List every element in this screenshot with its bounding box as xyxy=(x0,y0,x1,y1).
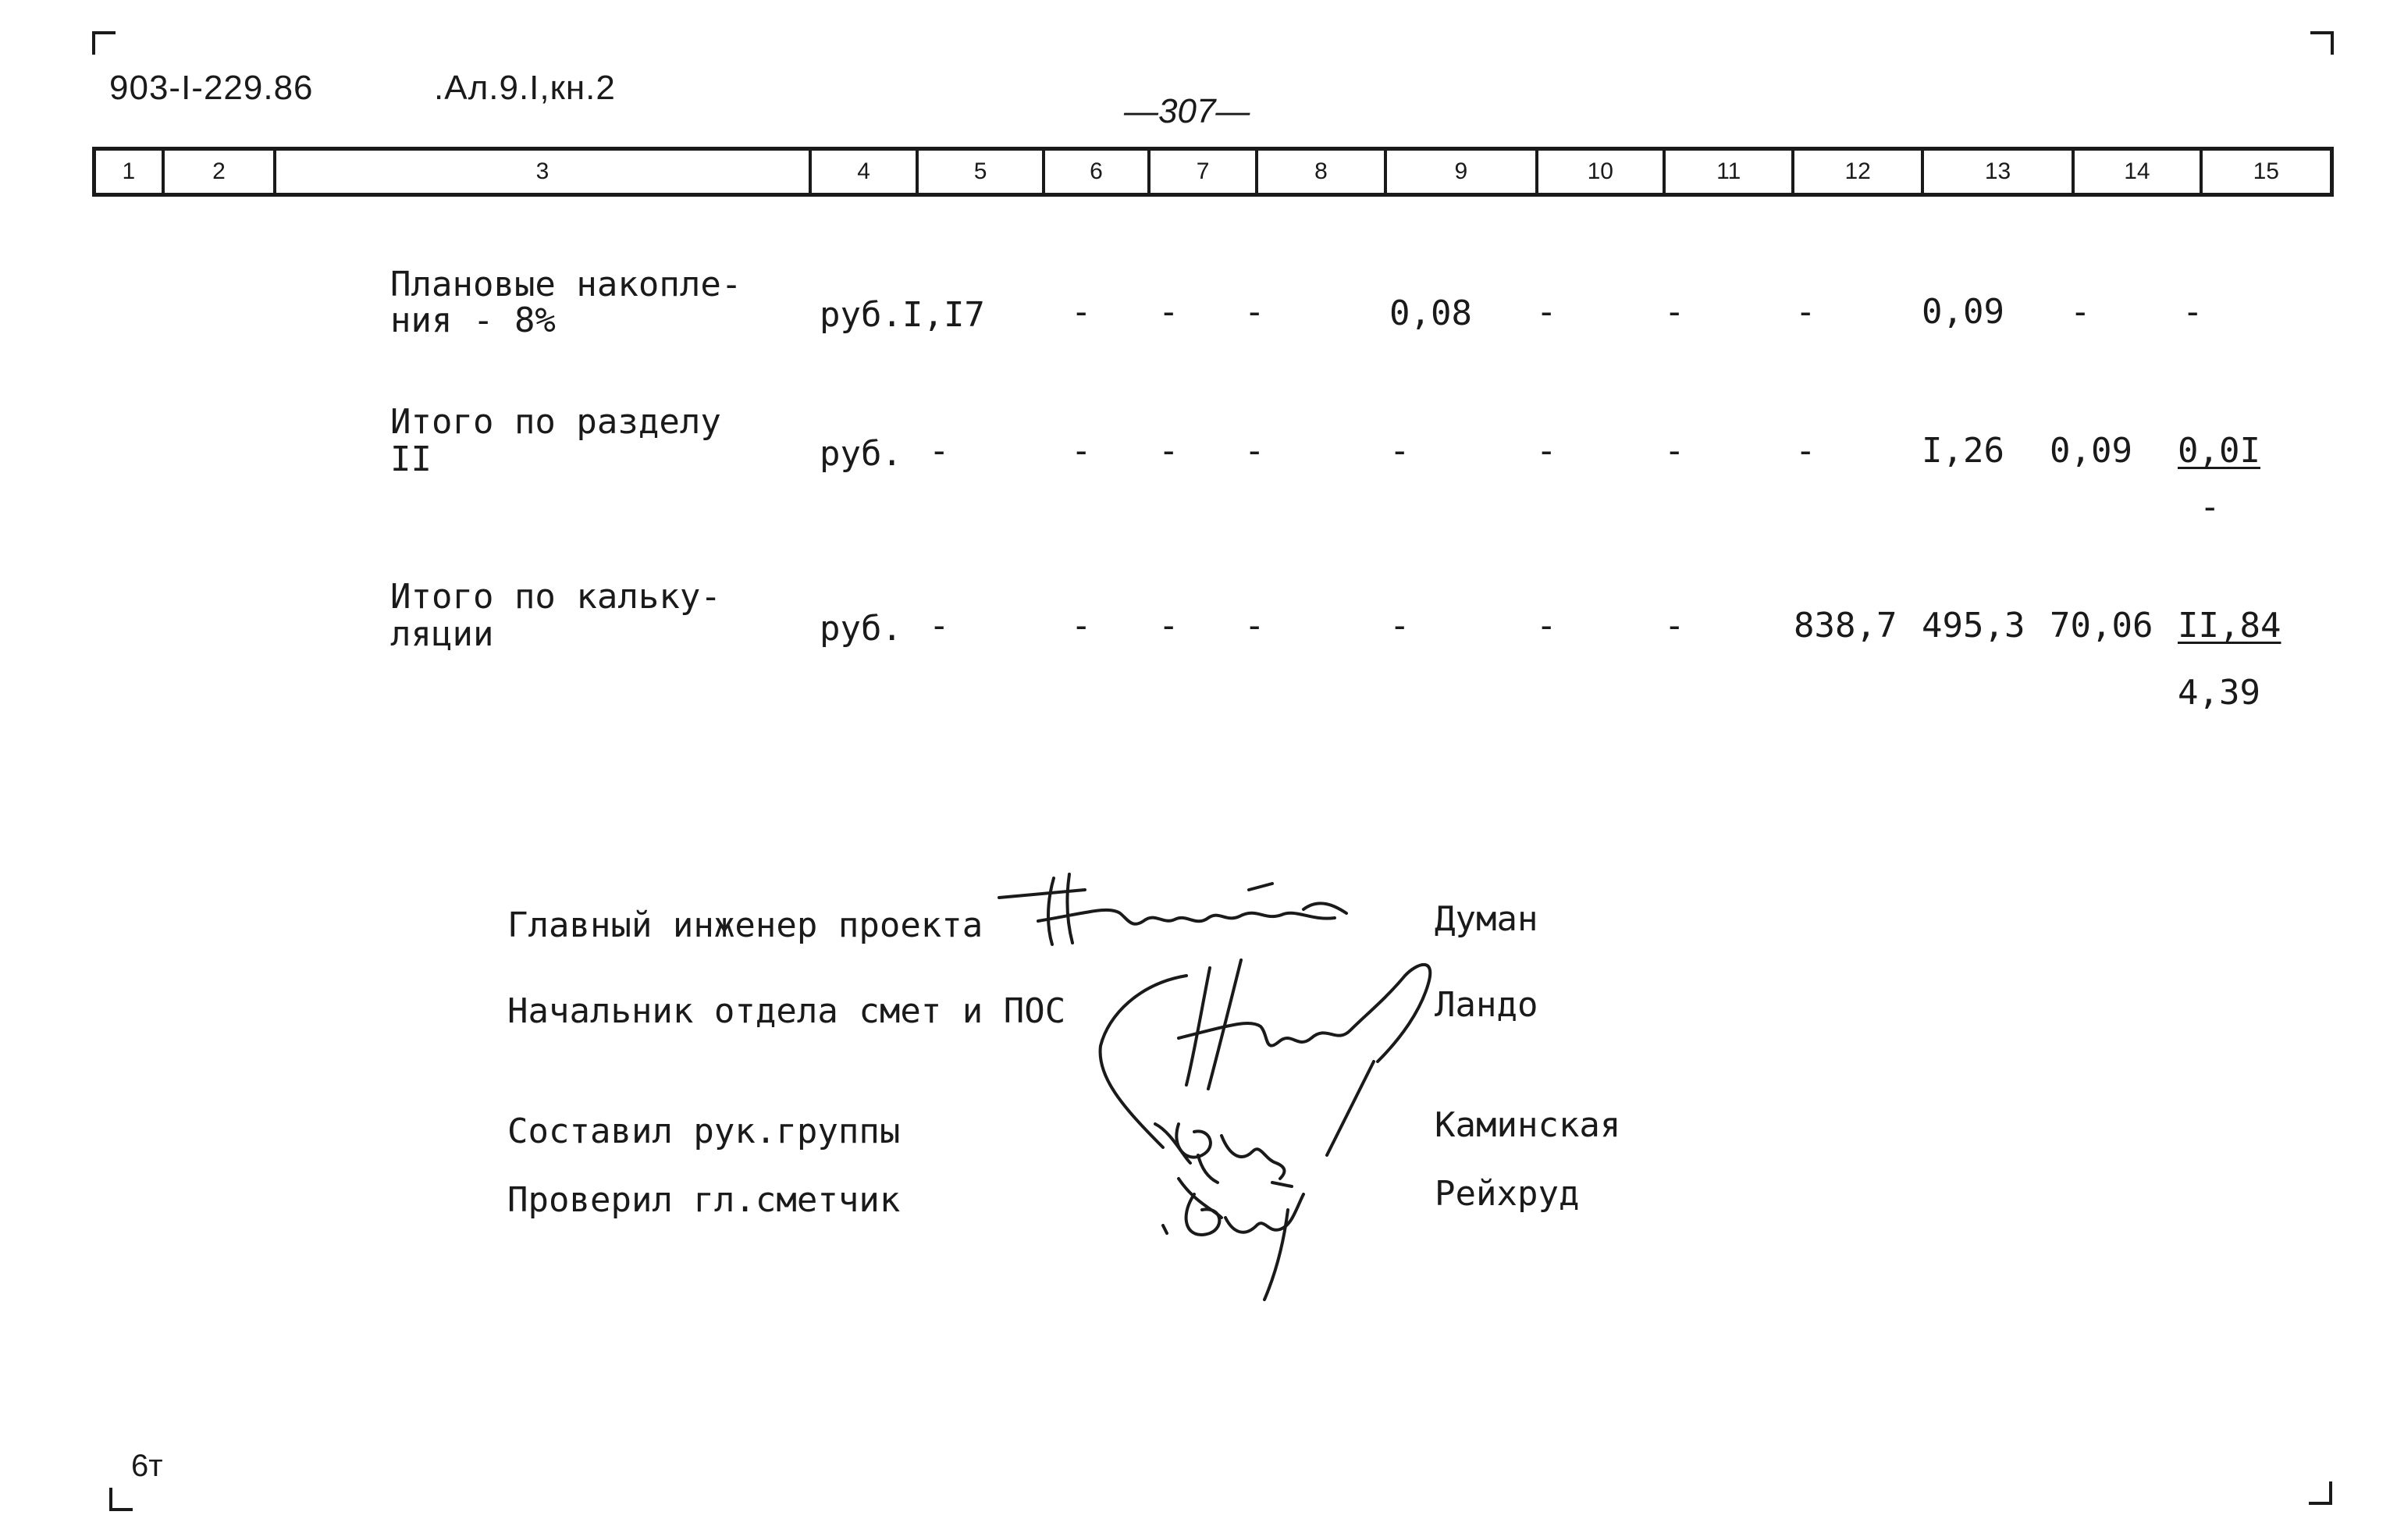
cell-col13: I,26 xyxy=(1922,431,2004,471)
cell-col8: - xyxy=(1244,292,1265,332)
cell-unit-dash: - xyxy=(929,431,950,471)
column-number: 12 xyxy=(1794,151,1923,193)
cell-col11: - xyxy=(1664,606,1685,646)
column-number: 2 xyxy=(165,151,277,193)
signature-name: Каминская xyxy=(1435,1105,1621,1145)
column-number: 11 xyxy=(1666,151,1794,193)
column-number: 15 xyxy=(2253,158,2279,184)
cell-col11: - xyxy=(1664,431,1685,471)
signature-role: Главный инженер проекта xyxy=(507,905,983,945)
corner-mark-top-right xyxy=(2310,31,2334,55)
cell-col15: 0,0I xyxy=(2178,431,2260,471)
column-number: 13 xyxy=(1924,151,2075,193)
cell-col14: 0,09 xyxy=(2050,431,2132,471)
cell-col9: 0,08 xyxy=(1389,293,1472,333)
cell-col7: - xyxy=(1158,606,1179,646)
cell-col6: - xyxy=(1071,292,1092,332)
column-number-bar xyxy=(92,147,2334,197)
cell-col15: II,84 xyxy=(2178,606,2281,646)
row-unit: руб.I,I7 xyxy=(820,295,985,335)
cell-col8: - xyxy=(1244,431,1265,471)
column-number: 8 xyxy=(1258,151,1387,193)
page-number: —307— xyxy=(1124,92,1250,130)
cell-unit-dash: - xyxy=(929,606,950,646)
document-code: 903-I-229.86 xyxy=(109,69,314,107)
column-number: 3 xyxy=(276,151,812,193)
column-number: 4 xyxy=(812,151,919,193)
cell-col10: - xyxy=(1536,606,1557,646)
cell-col12: - xyxy=(1795,431,1816,471)
column-number: 9 xyxy=(1387,151,1538,193)
signature-name: Ландо xyxy=(1435,985,1538,1025)
signature-name: Думан xyxy=(1435,899,1538,939)
column-number: 7 xyxy=(1150,151,1258,193)
row-name-line: Итого по кальку- xyxy=(390,577,721,617)
cell-col15-extra: 4,39 xyxy=(2178,673,2260,713)
cell-col13: 0,09 xyxy=(1922,292,2004,332)
cell-col10: - xyxy=(1536,431,1557,471)
column-number: 5 xyxy=(919,151,1044,193)
cell-col9: - xyxy=(1389,431,1410,471)
album-reference: .Ал.9.I,кн.2 xyxy=(434,69,616,107)
cell-col6: - xyxy=(1071,431,1092,471)
cell-col12: 838,7 xyxy=(1794,606,1897,646)
column-number: 6 xyxy=(1045,151,1151,193)
row-unit: руб. xyxy=(820,609,902,649)
row-name-line: ния - 8% xyxy=(390,301,556,340)
signature-scribble-chief-engineer xyxy=(991,866,1366,952)
column-number: 10 xyxy=(1538,151,1666,193)
cell-col10: - xyxy=(1536,292,1557,332)
row-name-line: Плановые накопле- xyxy=(390,265,742,304)
signature-role: Начальник отдела смет и ПОС xyxy=(507,991,1066,1031)
cell-col9: - xyxy=(1389,606,1410,646)
cell-col7: - xyxy=(1158,292,1179,332)
cell-col14: - xyxy=(2070,292,2091,332)
cell-col11: - xyxy=(1664,292,1685,332)
corner-mark-bottom-left xyxy=(109,1488,133,1511)
row-unit: руб. xyxy=(820,434,902,474)
signature-scribble-estimator xyxy=(1147,1163,1335,1303)
cell-col15-extra: - xyxy=(2200,487,2221,527)
cell-col6: - xyxy=(1071,606,1092,646)
cell-col7: - xyxy=(1158,431,1179,471)
cell-col13: 495,3 xyxy=(1922,606,2025,646)
cell-col12: - xyxy=(1795,292,1816,332)
cell-col8: - xyxy=(1244,606,1265,646)
column-number: 1 xyxy=(96,151,165,193)
footer-mark: 6т xyxy=(131,1449,163,1483)
signature-role: Проверил гл.сметчик xyxy=(507,1180,901,1220)
row-name-line: ляции xyxy=(390,614,494,654)
cell-col15: - xyxy=(2182,292,2203,332)
cell-col14: 70,06 xyxy=(2050,606,2153,646)
signature-role: Составил рук.группы xyxy=(507,1111,901,1151)
row-name-line: II xyxy=(390,439,432,479)
corner-mark-top-left xyxy=(92,31,116,55)
row-name-line: Итого по разделу xyxy=(390,402,721,442)
signature-name: Рейхруд xyxy=(1435,1174,1580,1214)
column-number: 14 xyxy=(2075,151,2202,193)
corner-mark-bottom-right xyxy=(2309,1481,2332,1505)
